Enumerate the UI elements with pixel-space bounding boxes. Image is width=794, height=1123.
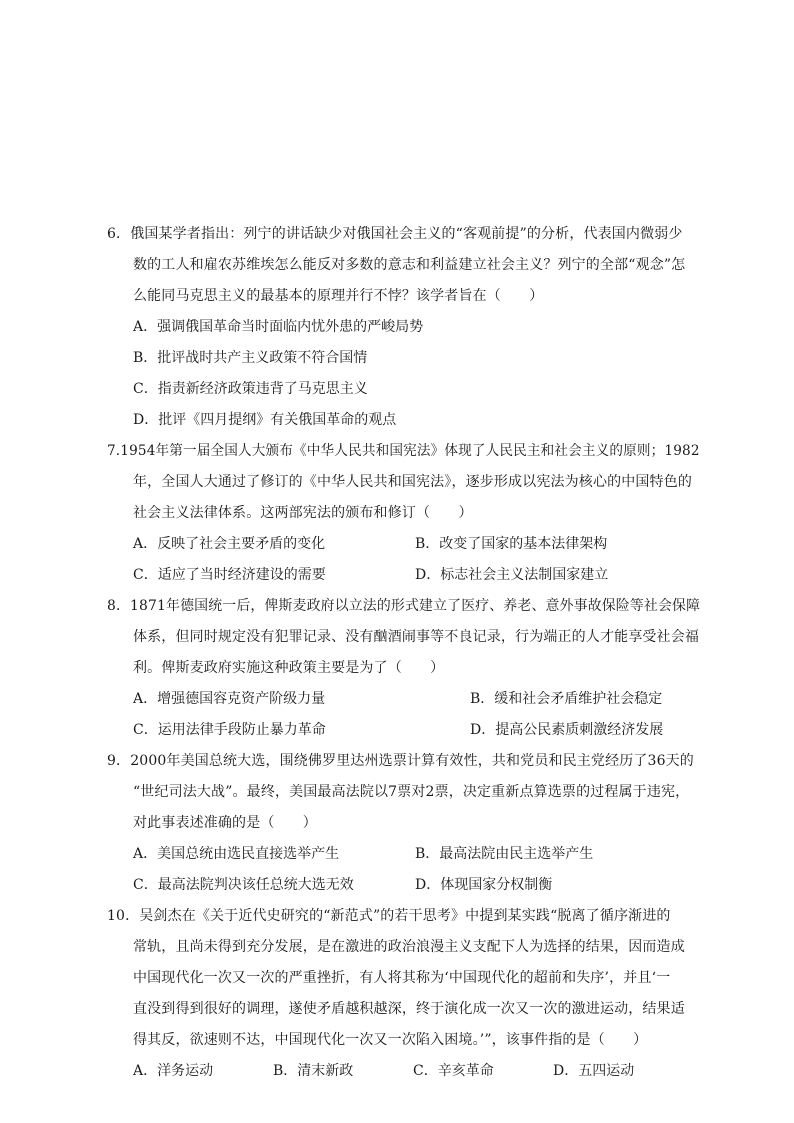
q7-option-b: B．改变了国家的基本法律架构 — [415, 536, 608, 552]
q9-line-2: “世纪司法大战”。最终，美国最高法院以7票对2票，决定重新点算选票的过程属于违宪， — [133, 784, 690, 800]
q8-option-a: A．增强德国容克资产阶级力量 — [133, 691, 326, 707]
q9-option-a: A．美国总统由选民直接选举产生 — [133, 846, 340, 862]
q10-option-a: A．洋务运动 — [133, 1063, 214, 1079]
q10-line-5: 得其反，欲速则不达，中国现代化一次又一次陷入困境。’”，该事件指的是（ ） — [133, 1032, 648, 1048]
q10-line-4: 直没到得到很好的调理，遂使矛盾越积越深，终于演化成一次又一次的激进运动，结果适 — [133, 1001, 685, 1017]
q8-line-2: 体系，但同时规定没有犯罪记录、没有酗酒闹事等不良记录，行为端正的人才能享受社会福 — [133, 629, 699, 645]
q10-option-c: C．辛亥革命 — [413, 1063, 494, 1079]
q9-line-1: 9．2000年美国总统大选，围绕佛罗里达州选票计算有效性，共和党员和民主党经历了36天的 — [107, 753, 694, 769]
q8-option-c: C．运用法律手段防止暴力革命 — [133, 722, 326, 738]
q8-line-3: 利。俾斯麦政府实施这种政策主要是为了（ ） — [133, 660, 445, 676]
q7-line-1: 7.1954年第一届全国人大颁布《中华人民共和国宪法》体现了人民民主和社会主义的原则；1982 — [107, 443, 700, 459]
q6-option-b: B．批评战时共产主义政策不符合国情 — [133, 350, 368, 366]
q10-option-d: D．五四运动 — [553, 1063, 635, 1079]
q7-line-3: 社会主义法律体系。这两部宪法的颁布和修订（ ） — [133, 505, 473, 521]
q9-option-b: B．最高法院由民主选举产生 — [415, 846, 594, 862]
q6-option-a: A．强调俄国革命当时面临内忧外患的严峻局势 — [133, 319, 424, 335]
q9-line-3: 对此事表述准确的是（ ） — [133, 815, 317, 831]
q7-option-a: A．反映了社会主要矛盾的变化 — [133, 536, 326, 552]
q10-line-3: 中国现代化一次又一次的严重挫折，有人将其称为‘中国现代化的超前和失序’，并且‘一 — [133, 970, 671, 986]
q7-line-2: 年，全国人大通过了修订的《中华人民共和国宪法》，逐步形成以宪法为核心的中国特色的 — [133, 474, 692, 490]
q9-option-d: D．体现国家分权制衡 — [415, 877, 553, 893]
q6-line-1: 6．俄国某学者指出：列宁的讲话缺少对俄国社会主义的“客观前提”的分析，代表国内微弱少 — [107, 226, 683, 242]
q10-line-1: 10．吴剑杰在《关于近代史研究的“新范式”的若干思考》中提到某实践“脱离了循序渐进的 — [107, 908, 671, 924]
q6-line-3: 么能同马克思主义的最基本的原理并行不悖？该学者旨在（ ） — [133, 288, 544, 304]
q9-option-c: C．最高法院判决该任总统大选无效 — [133, 877, 354, 893]
q6-option-d: D．批评《四月提纲》有关俄国革命的观点 — [133, 412, 397, 428]
q10-option-b: B．清末新政 — [273, 1063, 354, 1079]
q6-option-c: C．指责新经济政策违背了马克思主义 — [133, 381, 368, 397]
q8-line-1: 8．1871年德国统一后，俾斯麦政府以立法的形式建立了医疗、养老、意外事故保险等社会保障 — [107, 598, 701, 614]
q8-option-b: B．缓和社会矛盾维护社会稳定 — [470, 691, 663, 707]
q6-line-2: 数的工人和雇农苏维埃怎么能反对多数的意志和利益建立社会主义？列宁的全部“观念”怎 — [133, 257, 686, 273]
q10-line-2: 常轨，且尚未得到充分发展，是在激进的政治浪漫主义支配下人为选择的结果，因而造成 — [133, 939, 685, 955]
q7-option-c: C．适应了当时经济建设的需要 — [133, 567, 326, 583]
q8-option-d: D．提高公民素质刺激经济发展 — [470, 722, 664, 738]
q7-option-d: D．标志社会主义法制国家建立 — [415, 567, 609, 583]
